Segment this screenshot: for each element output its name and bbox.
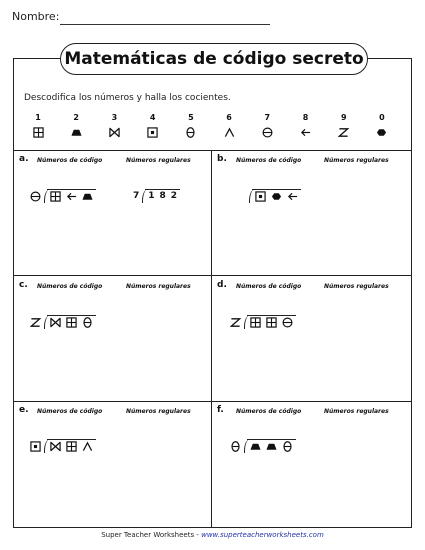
grid-line bbox=[211, 150, 212, 528]
key-item bbox=[368, 113, 396, 139]
divisor bbox=[30, 317, 41, 328]
code-division-problem bbox=[230, 438, 296, 454]
instructions: Descodifica los números y halla los cocientes. bbox=[24, 93, 231, 103]
key-item bbox=[62, 113, 90, 139]
key-symbol bbox=[100, 125, 128, 139]
divisor bbox=[230, 441, 241, 452]
key-item bbox=[177, 113, 205, 139]
regular-numbers-header: Números regulares bbox=[126, 283, 191, 290]
key-item bbox=[24, 113, 52, 139]
dividend bbox=[244, 439, 296, 453]
symbol-key bbox=[24, 113, 396, 139]
grid-line bbox=[13, 150, 412, 151]
code-division-problem bbox=[30, 314, 96, 330]
z-icon bbox=[30, 317, 41, 328]
divisor bbox=[30, 191, 41, 202]
problem-letter: d. bbox=[217, 280, 227, 290]
square-dot-icon bbox=[30, 441, 41, 452]
regular-numbers-header: Números regulares bbox=[126, 157, 191, 164]
trapezoid-icon bbox=[71, 127, 82, 138]
circle-minus-icon bbox=[30, 191, 41, 202]
bowtie-icon bbox=[50, 317, 61, 328]
key-digit: 9 bbox=[340, 113, 347, 122]
regular-division-problem bbox=[133, 188, 180, 204]
key-symbol bbox=[292, 125, 320, 139]
regular-numbers-header: Números regulares bbox=[324, 157, 389, 164]
name-field[interactable] bbox=[60, 24, 270, 25]
worksheet-title: Matemáticas de código secreto bbox=[60, 43, 368, 75]
dividend bbox=[44, 315, 96, 329]
problem-letter: e. bbox=[19, 405, 29, 415]
square-plus-icon bbox=[250, 317, 261, 328]
code-division-problem bbox=[230, 314, 296, 330]
problem-letter: c. bbox=[19, 280, 28, 290]
problem-letter: f. bbox=[217, 405, 224, 415]
key-item bbox=[253, 113, 281, 139]
key-digit: 4 bbox=[149, 113, 156, 122]
trapezoid-icon bbox=[266, 441, 277, 452]
key-symbol bbox=[24, 125, 52, 139]
caret-icon bbox=[224, 127, 235, 138]
trapezoid-icon bbox=[250, 441, 261, 452]
square-plus-icon bbox=[266, 317, 277, 328]
theta-icon bbox=[230, 441, 241, 452]
regular-numbers-header: Números regulares bbox=[126, 408, 191, 415]
bowtie-icon bbox=[109, 127, 120, 138]
key-item bbox=[100, 113, 128, 139]
key-digit: 2 bbox=[73, 113, 79, 122]
code-division-problem bbox=[30, 438, 96, 454]
dividend bbox=[44, 189, 96, 203]
footer-brand: Super Teacher Worksheets - bbox=[101, 531, 202, 539]
caret-icon bbox=[82, 441, 93, 452]
trapezoid-icon bbox=[82, 191, 93, 202]
key-item bbox=[292, 113, 320, 139]
dividend bbox=[244, 315, 296, 329]
code-numbers-header: Números de código bbox=[236, 283, 302, 290]
problem-letter: a. bbox=[19, 154, 29, 164]
key-digit: 1 bbox=[35, 113, 41, 122]
square-plus-icon bbox=[33, 127, 44, 138]
left-arrow-icon bbox=[300, 127, 311, 138]
footer-link[interactable]: www.superteacherworksheets.com bbox=[201, 531, 324, 539]
left-arrow-icon bbox=[287, 191, 298, 202]
key-digit: 5 bbox=[188, 113, 194, 122]
key-symbol bbox=[253, 125, 281, 139]
regular-divisor: 7 bbox=[133, 191, 140, 201]
hexagon-icon bbox=[376, 127, 387, 138]
regular-numbers-header: Números regulares bbox=[324, 283, 389, 290]
regular-dividend bbox=[142, 189, 180, 203]
dividend bbox=[249, 189, 301, 203]
theta-icon bbox=[185, 127, 196, 138]
square-dot-icon bbox=[255, 191, 266, 202]
divisor bbox=[30, 441, 41, 452]
hexagon-icon bbox=[271, 191, 282, 202]
code-numbers-header: Números de código bbox=[37, 283, 103, 290]
key-digit: 7 bbox=[264, 113, 271, 122]
code-numbers-header: Números de código bbox=[236, 157, 302, 164]
regular-digit: 2 bbox=[170, 191, 178, 201]
key-symbol bbox=[139, 125, 167, 139]
regular-digit: 8 bbox=[159, 191, 166, 201]
key-digit: 6 bbox=[226, 113, 232, 122]
key-symbol bbox=[177, 125, 205, 139]
bowtie-icon bbox=[50, 441, 61, 452]
z-icon bbox=[338, 127, 349, 138]
code-numbers-header: Números de código bbox=[236, 408, 302, 415]
left-arrow-icon bbox=[66, 191, 77, 202]
regular-digit: 1 bbox=[148, 191, 155, 201]
key-symbol bbox=[330, 125, 358, 139]
square-dot-icon bbox=[147, 127, 158, 138]
problem-letter: b. bbox=[217, 154, 227, 164]
key-item bbox=[330, 113, 358, 139]
code-division-problem bbox=[30, 188, 96, 204]
square-plus-icon bbox=[66, 441, 77, 452]
key-digit: 8 bbox=[302, 113, 309, 122]
square-plus-icon bbox=[50, 191, 61, 202]
name-label: Nombre: bbox=[12, 10, 60, 23]
dividend bbox=[44, 439, 96, 453]
theta-icon bbox=[82, 317, 93, 328]
circle-minus-icon bbox=[262, 127, 273, 138]
grid-line bbox=[13, 275, 412, 276]
theta-icon bbox=[282, 441, 293, 452]
divisor bbox=[230, 317, 241, 328]
key-digit: 0 bbox=[379, 113, 385, 122]
code-division-problem bbox=[246, 188, 301, 204]
key-symbol bbox=[368, 125, 396, 139]
key-item bbox=[139, 113, 167, 139]
footer bbox=[0, 531, 425, 539]
grid-line bbox=[13, 401, 412, 402]
key-item bbox=[215, 113, 243, 139]
key-symbol bbox=[62, 125, 90, 139]
key-digit: 3 bbox=[111, 113, 118, 122]
square-plus-icon bbox=[66, 317, 77, 328]
code-numbers-header: Números de código bbox=[37, 408, 103, 415]
regular-numbers-header: Números regulares bbox=[324, 408, 389, 415]
code-numbers-header: Números de código bbox=[37, 157, 103, 164]
z-icon bbox=[230, 317, 241, 328]
circle-minus-icon bbox=[282, 317, 293, 328]
key-symbol bbox=[215, 125, 243, 139]
